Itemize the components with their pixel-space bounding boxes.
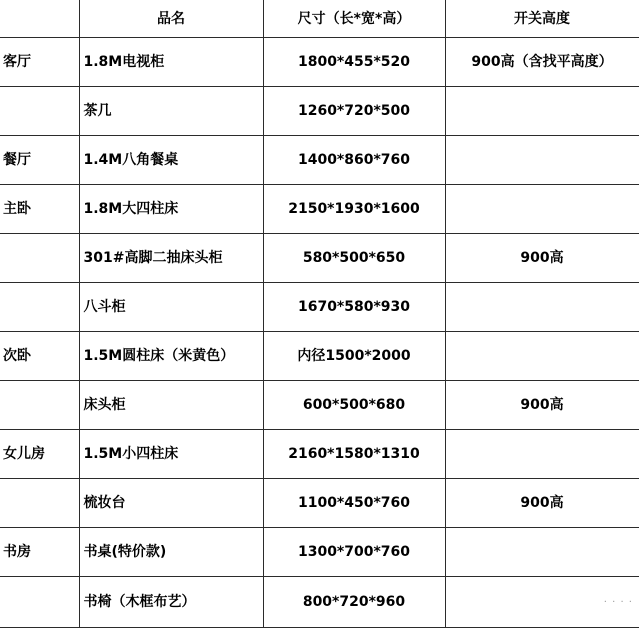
room-cell (0, 577, 79, 628)
table-row (0, 185, 639, 234)
item-size-cell: 2150*1930*1600 (263, 185, 445, 234)
room-cell: 主卧 (0, 185, 79, 234)
switch-height-cell: 900高 (445, 234, 639, 283)
item-name-cell: 茶几 (79, 87, 263, 136)
item-name-cell: 301#高脚二抽床头柜 (79, 234, 263, 283)
room-cell (0, 234, 79, 283)
switch-height-cell (445, 332, 639, 381)
item-name-cell: 1.8M电视柜 (79, 38, 263, 87)
item-name-cell: 八斗柜 (79, 283, 263, 332)
table-row (0, 136, 639, 185)
room-cell: 餐厅 (0, 136, 79, 185)
item-size-cell: 1400*860*760 (263, 136, 445, 185)
item-size-cell: 800*720*960 (263, 577, 445, 628)
item-size-cell: 2160*1580*1310 (263, 430, 445, 479)
switch-height-cell: 900高 (445, 479, 639, 528)
item-size-cell: 580*500*650 (263, 234, 445, 283)
switch-height-cell (445, 430, 639, 479)
item-name-cell: 1.4M八角餐桌 (79, 136, 263, 185)
room-cell (0, 479, 79, 528)
item-size-cell: 1100*450*760 (263, 479, 445, 528)
item-size-cell: 1300*700*760 (263, 528, 445, 577)
switch-height-cell: 900高（含找平高度） (445, 38, 639, 87)
item-name-cell: 书椅（木框布艺） (79, 577, 263, 628)
table-row (0, 381, 639, 430)
room-cell (0, 283, 79, 332)
item-size-cell: 1670*580*930 (263, 283, 445, 332)
switch-height-cell (445, 283, 639, 332)
table-row (0, 87, 639, 136)
room-cell (0, 381, 79, 430)
switch-height-cell (445, 136, 639, 185)
room-cell: 客厅 (0, 38, 79, 87)
header-size-cell: 尺寸（长*宽*高） (263, 0, 445, 38)
item-name-cell: 1.8M大四柱床 (79, 185, 263, 234)
switch-height-cell: 900高 (445, 381, 639, 430)
item-size-cell: 1260*720*500 (263, 87, 445, 136)
table-row (0, 577, 639, 628)
table-row (0, 479, 639, 528)
item-size-cell: 1800*455*520 (263, 38, 445, 87)
switch-height-cell (445, 528, 639, 577)
item-name-cell: 1.5M小四柱床 (79, 430, 263, 479)
item-name-cell: 床头柜 (79, 381, 263, 430)
table-row (0, 283, 639, 332)
table-row (0, 234, 639, 283)
table-row (0, 528, 639, 577)
room-cell: 次卧 (0, 332, 79, 381)
switch-height-cell (445, 87, 639, 136)
room-cell (0, 87, 79, 136)
switch-height-cell (445, 185, 639, 234)
scroll-hint-dots: · · · · (603, 597, 633, 608)
header-name-cell: 品名 (79, 0, 263, 38)
table-row (0, 332, 639, 381)
table-row (0, 430, 639, 479)
item-name-cell: 1.5M圆柱床（米黄色） (79, 332, 263, 381)
header-room-cell (0, 0, 79, 38)
item-name-cell: 梳妆台 (79, 479, 263, 528)
item-size-cell: 内径1500*2000 (263, 332, 445, 381)
item-name-cell: 书桌(特价款) (79, 528, 263, 577)
header-switch-height-cell: 开关高度 (445, 0, 639, 38)
table-row (0, 38, 639, 87)
table-header-row (0, 0, 639, 38)
item-size-cell: 600*500*680 (263, 381, 445, 430)
room-cell: 书房 (0, 528, 79, 577)
room-cell: 女儿房 (0, 430, 79, 479)
